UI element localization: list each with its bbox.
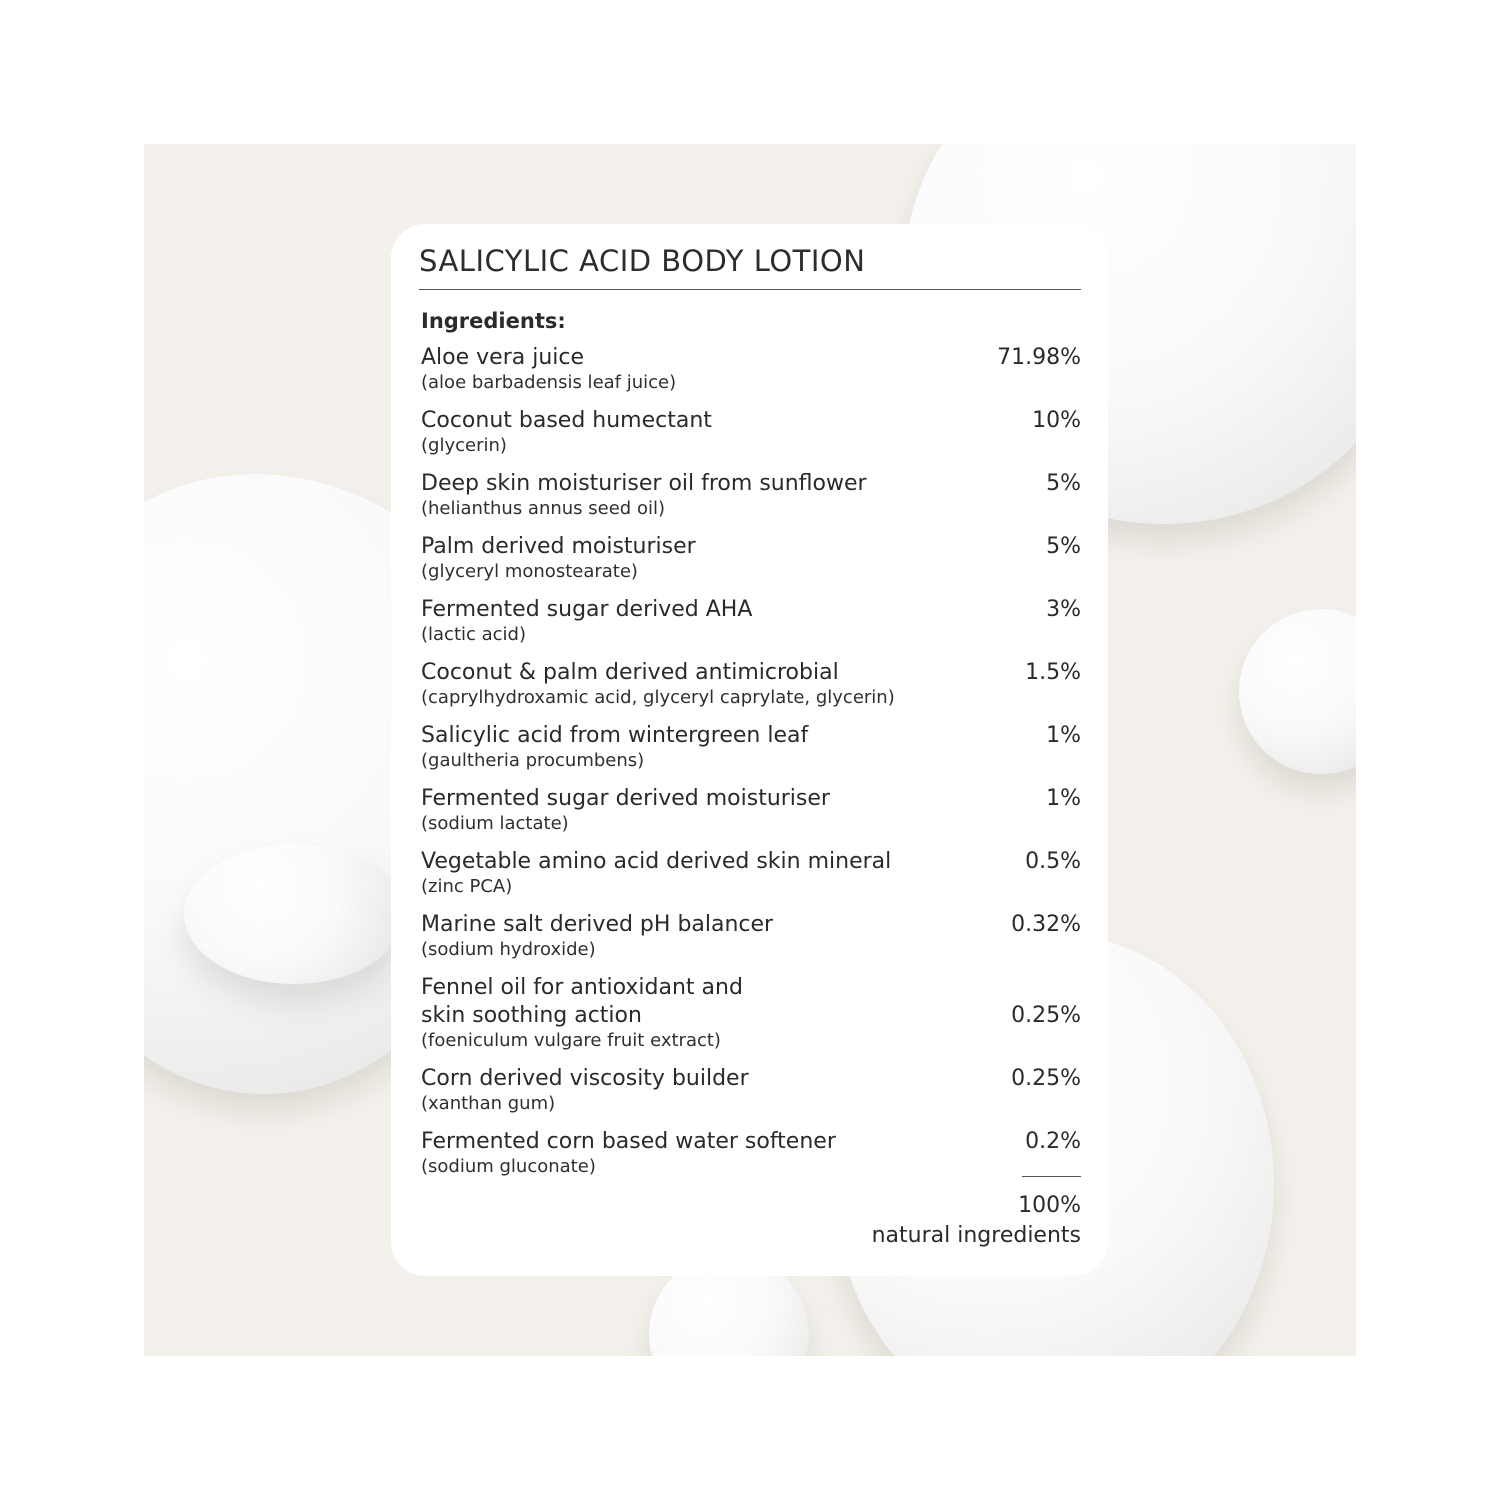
ingredient-row bbox=[421, 785, 1081, 848]
ingredient-percent: 0.25% bbox=[1011, 1003, 1081, 1028]
ingredient-inci: (helianthus annus seed oil) bbox=[421, 498, 665, 519]
ingredient-percent: 5% bbox=[1046, 534, 1081, 559]
ingredient-name: Coconut & palm derived antimicrobial bbox=[421, 660, 839, 685]
ingredient-inci: (aloe barbadensis leaf juice) bbox=[421, 372, 677, 393]
ingredient-name: Salicylic acid from wintergreen leaf bbox=[421, 723, 809, 748]
ingredient-row bbox=[421, 407, 1081, 470]
title-divider bbox=[419, 289, 1081, 290]
ingredient-name: Palm derived moisturiser bbox=[421, 534, 696, 559]
ingredient-percent: 10% bbox=[1032, 408, 1081, 433]
ingredient-name: Aloe vera juice bbox=[421, 345, 585, 370]
total-percent: 100% bbox=[1018, 1193, 1081, 1218]
ingredient-row bbox=[421, 344, 1081, 407]
ingredient-percent: 1% bbox=[1046, 723, 1081, 748]
ingredient-name: Vegetable amino acid derived skin mineral bbox=[421, 849, 892, 874]
lotion-drop-image bbox=[184, 844, 404, 984]
ingredient-row bbox=[421, 1065, 1081, 1128]
ingredient-inci: (sodium gluconate) bbox=[421, 1156, 596, 1177]
ingredient-inci: (lactic acid) bbox=[421, 624, 527, 645]
ingredient-percent: 0.2% bbox=[1025, 1129, 1081, 1154]
ingredient-name: Corn derived viscosity builder bbox=[421, 1066, 749, 1091]
ingredient-row bbox=[421, 596, 1081, 659]
ingredient-row bbox=[421, 848, 1081, 911]
ingredient-row bbox=[421, 722, 1081, 785]
ingredient-row bbox=[421, 659, 1081, 722]
ingredient-percent: 3% bbox=[1046, 597, 1081, 622]
ingredient-percent: 1.5% bbox=[1025, 660, 1081, 685]
ingredient-inci: (sodium lactate) bbox=[421, 813, 569, 834]
ingredient-inci: (foeniculum vulgare fruit extract) bbox=[421, 1030, 721, 1051]
ingredient-name: Fermented sugar derived AHA bbox=[421, 597, 753, 622]
ingredient-percent: 0.5% bbox=[1025, 849, 1081, 874]
ingredient-row bbox=[421, 911, 1081, 974]
ingredient-name: Fennel oil for antioxidant and skin soothing action bbox=[421, 975, 743, 1028]
ingredient-inci: (xanthan gum) bbox=[421, 1093, 556, 1114]
total-divider bbox=[1022, 1176, 1081, 1177]
ingredient-inci: (sodium hydroxide) bbox=[421, 939, 596, 960]
ingredient-percent: 5% bbox=[1046, 471, 1081, 496]
ingredient-row bbox=[421, 533, 1081, 596]
ingredient-inci: (glyceryl monostearate) bbox=[421, 561, 638, 582]
ingredients-heading: Ingredients: bbox=[421, 309, 566, 333]
total-label: natural ingredients bbox=[871, 1223, 1081, 1248]
ingredient-percent: 0.25% bbox=[1011, 1066, 1081, 1091]
ingredient-name: Deep skin moisturiser oil from sunflower bbox=[421, 471, 867, 496]
ingredient-percent: 1% bbox=[1046, 786, 1081, 811]
ingredient-name: Coconut based humectant bbox=[421, 408, 712, 433]
ingredient-inci: (glycerin) bbox=[421, 435, 507, 456]
product-title: SALICYLIC ACID BODY LOTION bbox=[419, 244, 866, 278]
ingredient-inci: (zinc PCA) bbox=[421, 876, 513, 897]
ingredient-name: Marine salt derived pH balancer bbox=[421, 912, 774, 937]
ingredient-row bbox=[421, 470, 1081, 533]
ingredient-percent: 0.32% bbox=[1011, 912, 1081, 937]
ingredient-row bbox=[421, 974, 1081, 1065]
ingredient-name: Fermented sugar derived moisturiser bbox=[421, 786, 830, 811]
ingredient-name: Fermented corn based water softener bbox=[421, 1129, 836, 1154]
ingredients-list bbox=[421, 344, 1081, 1191]
ingredients-card bbox=[391, 224, 1108, 1276]
ingredient-percent: 71.98% bbox=[997, 345, 1081, 370]
ingredient-inci: (caprylhydroxamic acid, glyceryl caprylate, glycerin) bbox=[421, 687, 895, 708]
lotion-drop-image bbox=[1239, 609, 1356, 774]
ingredient-row bbox=[421, 1128, 1081, 1191]
ingredient-inci: (gaultheria procumbens) bbox=[421, 750, 645, 771]
